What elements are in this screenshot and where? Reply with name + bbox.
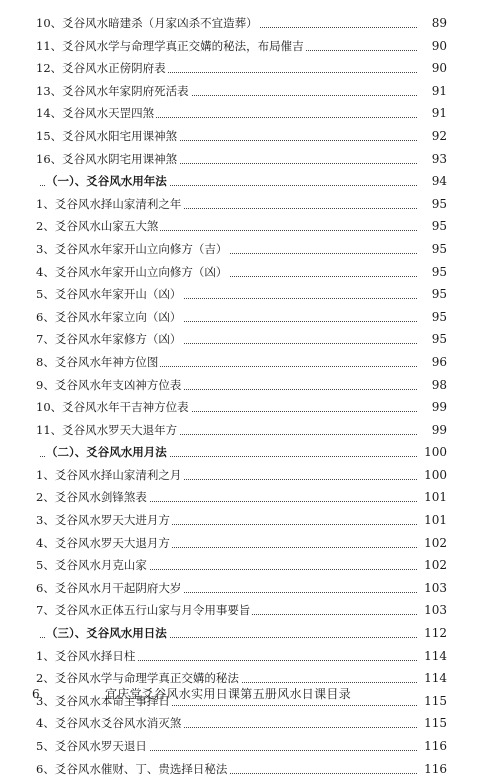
toc-entry-title: 1、爻谷风水择山家清利之月	[36, 464, 183, 487]
toc-entry	[0, 532, 483, 555]
toc-entry-title: 12、爻谷风水正傍阴府表	[36, 57, 168, 80]
toc-entry-title: 10、爻谷风水年干吉神方位表	[36, 396, 191, 419]
toc-entry-title: 2、爻谷风水山家五大煞	[36, 215, 160, 238]
toc-entry	[0, 735, 483, 758]
toc-section-heading	[0, 441, 483, 464]
toc-section-heading	[0, 170, 483, 193]
toc-entry	[0, 125, 483, 148]
toc-entry-title: 13、爻谷风水年家阴府死活表	[36, 80, 191, 103]
toc-entry-title: 8、爻谷风水年神方位图	[36, 351, 160, 374]
toc-entry	[0, 464, 483, 487]
toc-entry	[0, 554, 483, 577]
toc-entry-page: 93	[417, 148, 447, 171]
toc-entry-page: 114	[417, 645, 447, 668]
toc-entry-title: 7、爻谷风水正体五行山家与月令用事要旨	[36, 599, 252, 622]
toc-entry-page: 112	[417, 622, 447, 645]
toc-entry-title: 3、爻谷风水年家开山立向修方（吉）	[36, 238, 229, 261]
toc-entry-page: 99	[417, 419, 447, 442]
toc-entry-title: 1、爻谷风水择山家清利之年	[36, 193, 183, 216]
toc-entry	[0, 215, 483, 238]
toc-entry	[0, 193, 483, 216]
toc-entry	[0, 57, 483, 80]
toc-entry	[0, 486, 483, 509]
toc-entry-title: 2、爻谷风水剑锋煞表	[36, 486, 149, 509]
toc-entry-title: 3、爻谷风水罗天大进月方	[36, 509, 172, 532]
toc-entry-page: 115	[417, 712, 447, 735]
toc-entry-page: 90	[417, 57, 447, 80]
toc-entry-page: 101	[417, 486, 447, 509]
toc-entry	[0, 351, 483, 374]
toc-entry	[0, 148, 483, 171]
toc-entry-page: 100	[417, 464, 447, 487]
toc-entry-title: （二）、爻谷风水用月法	[46, 441, 169, 464]
toc-entry	[0, 80, 483, 103]
toc-entry	[0, 577, 483, 600]
toc-entry-page: 100	[417, 441, 447, 464]
toc-entry-page: 102	[417, 532, 447, 555]
toc-entry	[0, 599, 483, 622]
page-footer	[0, 683, 483, 705]
toc-entry-page: 116	[417, 758, 447, 780]
toc-entry-page: 95	[417, 261, 447, 284]
toc-entry-page: 95	[417, 215, 447, 238]
page-number: 6	[32, 687, 40, 701]
toc-entry-title: 11、爻谷风水罗天大退年方	[36, 419, 179, 442]
toc-entry-title: 4、爻谷风水年家开山立向修方（凶）	[36, 261, 229, 284]
toc-entry-page: 95	[417, 306, 447, 329]
table-of-contents	[0, 12, 483, 780]
toc-entry-title: 4、爻谷风水罗天大退月方	[36, 532, 172, 555]
toc-entry-title: 14、爻谷风水天罡四煞	[36, 102, 156, 125]
toc-entry-title: 16、爻谷风水阴宅用课神煞	[36, 148, 179, 171]
toc-entry-page: 96	[417, 351, 447, 374]
toc-entry	[0, 758, 483, 780]
toc-entry	[0, 374, 483, 397]
toc-entry-page: 91	[417, 80, 447, 103]
toc-entry-title: 2、爻谷风水学与命理学真正交媾的秘法	[36, 667, 241, 690]
toc-entry	[0, 283, 483, 306]
toc-section-heading	[0, 622, 483, 645]
toc-entry-page: 92	[417, 125, 447, 148]
toc-entry-page: 95	[417, 193, 447, 216]
toc-entry-page: 101	[417, 509, 447, 532]
toc-entry	[0, 645, 483, 668]
toc-entry-title: 5、爻谷风水月克山家	[36, 554, 149, 577]
toc-entry	[0, 238, 483, 261]
toc-entry-page: 95	[417, 283, 447, 306]
toc-entry-title: 9、爻谷风水年支凶神方位表	[36, 374, 183, 397]
toc-entry-title: 1、爻谷风水择日柱	[36, 645, 137, 668]
toc-entry-page: 103	[417, 577, 447, 600]
toc-entry-title: 7、爻谷风水年家修方（凶）	[36, 328, 183, 351]
toc-entry-title: 11、爻谷风水学与命理学真正交媾的秘法，布局催吉	[36, 35, 306, 58]
toc-entry-title: 10、爻谷风水暗建杀（月家凶杀不宜造葬）	[36, 12, 260, 35]
toc-entry	[0, 419, 483, 442]
toc-entry-title: 6、爻谷风水月干起阴府大岁	[36, 577, 183, 600]
toc-entry-page: 89	[417, 12, 447, 35]
toc-entry	[0, 306, 483, 329]
toc-entry-page: 102	[417, 554, 447, 577]
toc-entry-page: 95	[417, 238, 447, 261]
toc-entry	[0, 712, 483, 735]
toc-entry-page: 114	[417, 667, 447, 690]
toc-entry-title: 5、爻谷风水罗天退日	[36, 735, 149, 758]
toc-entry-page: 95	[417, 328, 447, 351]
toc-entry-page: 98	[417, 374, 447, 397]
toc-entry	[0, 12, 483, 35]
book-title: 宜庆堂爻谷风水实用日课第五册风水日课目录	[105, 687, 352, 701]
toc-entry-title: （三）、爻谷风水用日法	[46, 622, 169, 645]
toc-entry	[0, 396, 483, 419]
toc-entry	[0, 102, 483, 125]
toc-entry-title: （一）、爻谷风水用年法	[46, 170, 169, 193]
toc-entry-page: 91	[417, 102, 447, 125]
toc-entry-title: 4、爻谷风水爻谷风水消灭煞	[36, 712, 183, 735]
toc-entry	[0, 328, 483, 351]
toc-entry-page: 99	[417, 396, 447, 419]
toc-entry-page: 103	[417, 599, 447, 622]
toc-entry-page: 116	[417, 735, 447, 758]
toc-entry-title: 5、爻谷风水年家开山（凶）	[36, 283, 183, 306]
toc-entry-page: 94	[417, 170, 447, 193]
toc-entry	[0, 509, 483, 532]
toc-entry-title: 6、爻谷风水催财、丁、贵选择日秘法	[36, 758, 229, 780]
toc-entry-page: 90	[417, 35, 447, 58]
toc-entry-title: 15、爻谷风水阳宅用课神煞	[36, 125, 179, 148]
toc-entry	[0, 35, 483, 58]
toc-entry-title: 3、爻谷风水本命主事择日	[36, 690, 172, 713]
toc-entry-page: 115	[417, 690, 447, 713]
toc-entry	[0, 261, 483, 284]
toc-entry-title: 6、爻谷风水年家立向（凶）	[36, 306, 183, 329]
